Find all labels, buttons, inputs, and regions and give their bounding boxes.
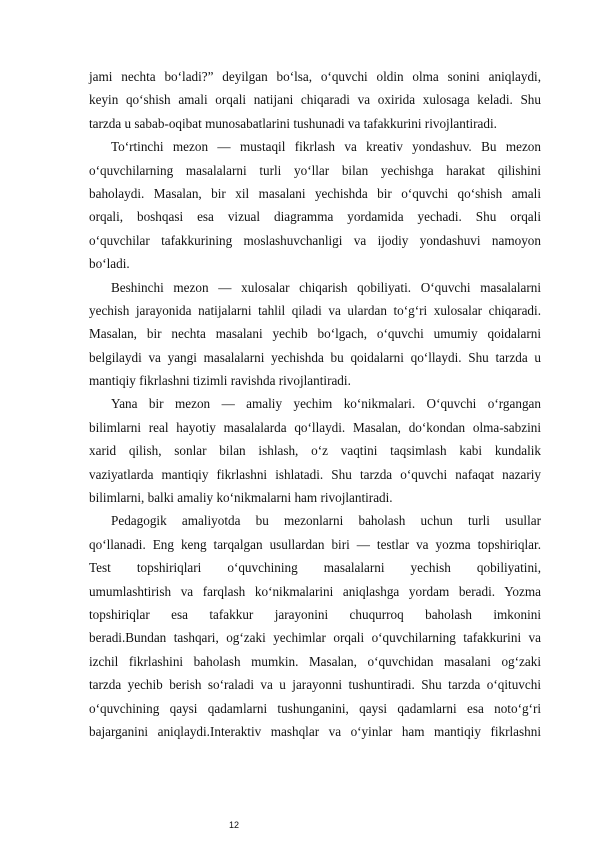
paragraph <box>89 276 541 393</box>
text-line: bilimlarni real hayotiy masalalarda qo‘llaydi. Masalan, do‘kondan olma-sabzini <box>89 419 541 435</box>
text-line: Yana bir mezon — amaliy yechim ko‘nikmalari. O‘quvchi o‘rgangan <box>111 396 541 412</box>
text-line: vaziyatlarda mantiqiy fikrlashni ishlatadi. Shu tarzda o‘quvchi nafaqat nazariy <box>89 466 541 482</box>
text-line: jami nechta bo‘ladi?” deyilgan bo‘lsa, o‘quvchi oldin olma sonini aniqlaydi, <box>89 69 541 84</box>
paragraph <box>89 509 541 743</box>
text-line: o‘quvchining qaysi qadamlarni tushunganini, qaysi qadamlarni esa noto‘g‘ri <box>89 700 541 716</box>
text-line: o‘quvchilarning masalalarni turli yo‘llar bilan yechishga harakat qilishini <box>89 162 541 178</box>
text-line: orqali, boshqasi esa vizual diagramma yordamida yechadi. Shu orqali <box>89 209 541 225</box>
text-line: Masalan, bir nechta masalani yechib bo‘lgach, o‘quvchi umumiy qoidalarni <box>89 326 541 342</box>
text-line: keyin qo‘shish amali orqali natijani chiqaradi va oxirida xulosaga keladi. Shu <box>89 92 541 108</box>
text-line: Pedagogik amaliyotda bu mezonlarni baholash uchun turli usullar <box>111 513 541 529</box>
paragraph <box>89 65 541 135</box>
paragraph <box>89 135 541 275</box>
text-line: To‘rtinchi mezon — mustaqil fikrlash va kreativ yondashuv. Bu mezon <box>111 139 541 155</box>
text-line: belgilaydi va yangi masalalarni yechishda bu qoidalarni qo‘llaydi. Shu tarzda u <box>89 349 541 365</box>
text-line: Beshinchi mezon — xulosalar chiqarish qobiliyati. O‘quvchi masalalarni <box>111 279 541 295</box>
page-body <box>89 65 541 743</box>
paragraph <box>89 392 541 509</box>
text-line: umumlashtirish va farqlash ko‘nikmalarini aniqlashga yordam beradi. Yozma <box>89 583 541 599</box>
text-line: o‘quvchilar tafakkurining moslashuvchanligi va ijodiy yondashuvi namoyon <box>89 232 541 248</box>
text-line: tarzda u sabab-oqibat munosabatlarini tushunadi va tafakkurini rivojlantiradi. <box>89 115 497 131</box>
text-line: izchil fikrlashini baholash mumkin. Masalan, o‘quvchidan masalani og‘zaki <box>89 653 541 669</box>
text-line: topshiriqlar esa tafakkur jarayonini chuqurroq baholash imkonini <box>89 606 541 622</box>
text-line: bo‘ladi. <box>89 256 130 272</box>
text-line: Test topshiriqlari o‘quvchining masalalarni yechish qobiliyatini, <box>89 560 541 576</box>
text-line: baholaydi. Masalan, bir xil masalani yechishda bir o‘quvchi qo‘shish amali <box>89 185 541 201</box>
text-line: yechish jarayonida natijalarni tahlil qiladi va ulardan to‘g‘ri xulosalar chiqaradi. <box>89 302 541 318</box>
text-line: mantiqiy fikrlashni tizimli ravishda rivojlantiradi. <box>89 373 351 389</box>
text-line: bajarganini aniqlaydi.Interaktiv mashqlar va o‘yinlar ham mantiqiy fikrlashni <box>89 723 541 739</box>
text-line: qo‘llanadi. Eng keng tarqalgan usullardan biri — testlar va yozma topshiriqlar. <box>89 536 541 552</box>
text-line: beradi.Bundan tashqari, og‘zaki yechimlar orqali o‘quvchilarning tafakkurini va <box>89 630 541 646</box>
text-line: bilimlarni, balki amaliy ko‘nikmalarni ham rivojlantiradi. <box>89 490 393 506</box>
text-line: tarzda yechib berish so‘raladi va u jarayonni tushuntiradi. Shu tarzda o‘qituvchi <box>89 677 541 693</box>
text-line: xarid qilish, sonlar bilan ishlash, o‘z vaqtini taqsimlash kabi kundalik <box>89 443 541 459</box>
page-number: 12 <box>229 820 240 830</box>
